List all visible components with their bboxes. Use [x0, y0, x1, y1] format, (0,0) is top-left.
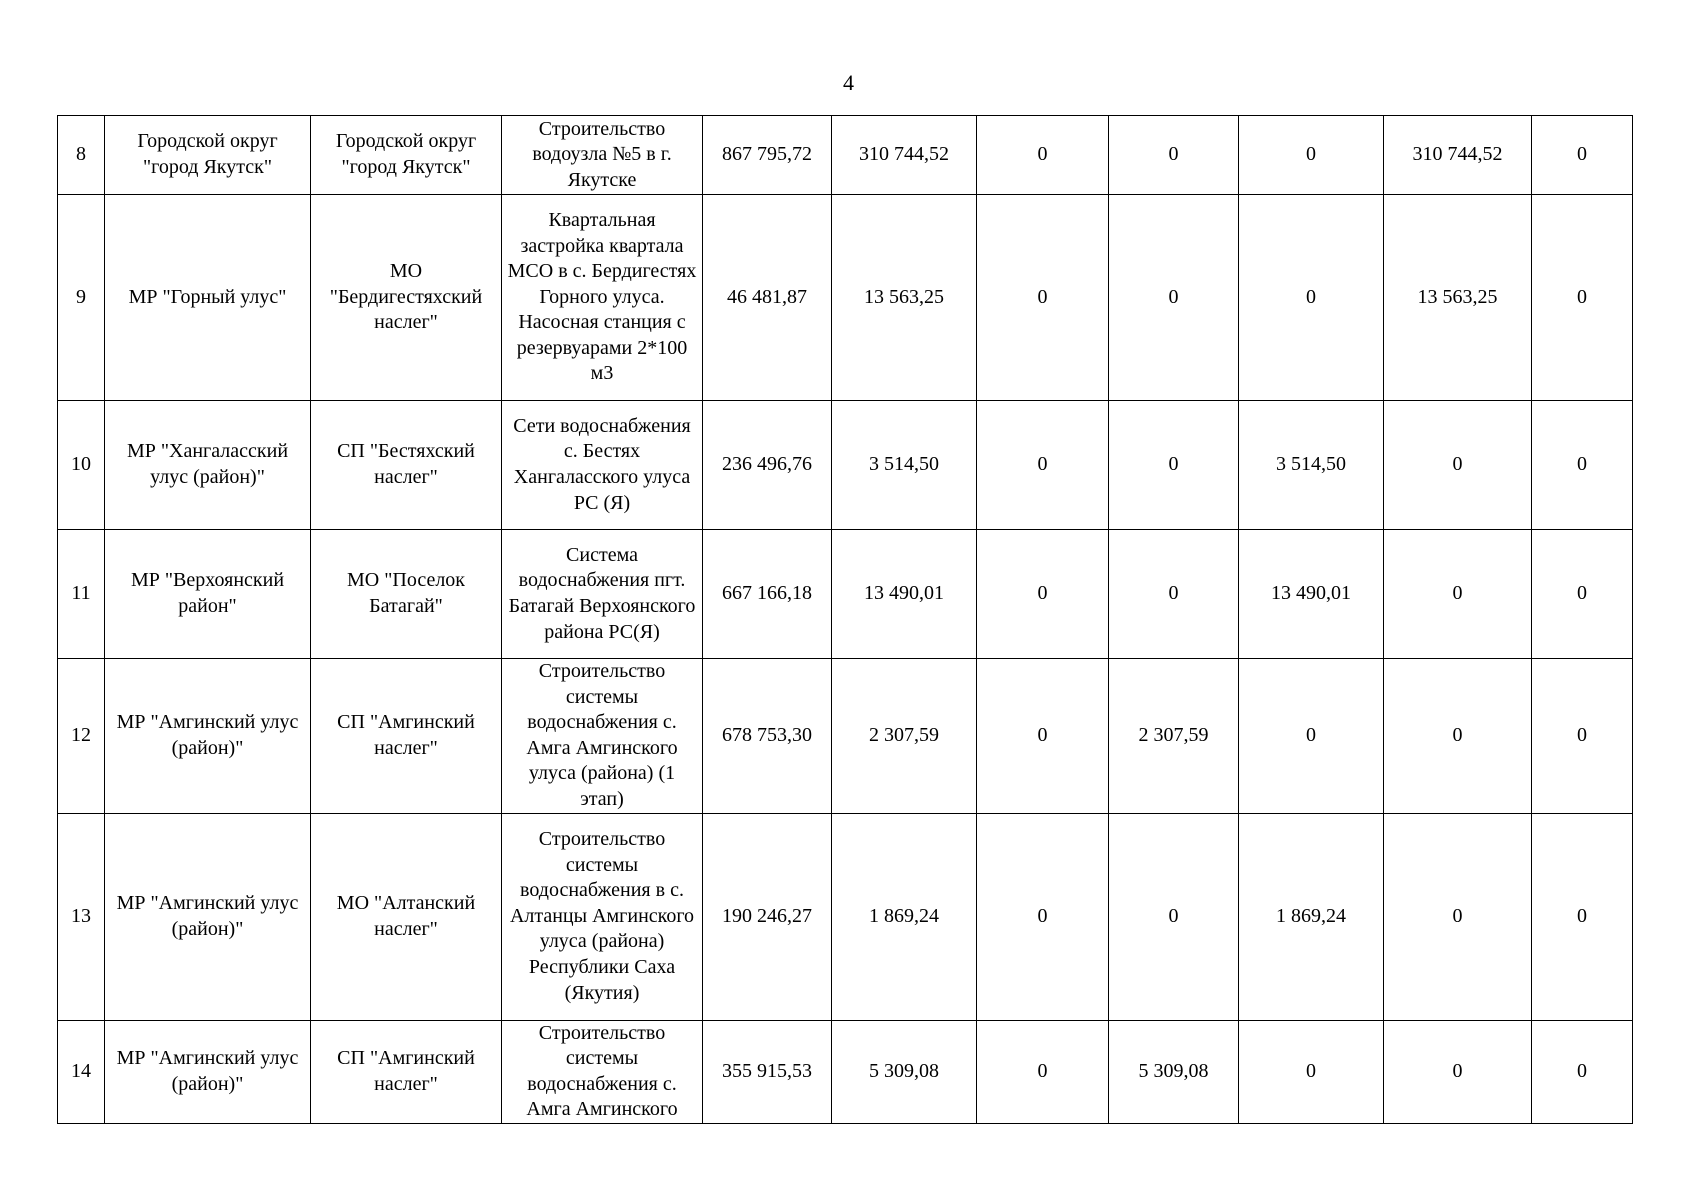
district-cell: МР "Верхоянский район" — [105, 530, 311, 659]
value-cell: 0 — [1532, 813, 1633, 1020]
value-cell: 0 — [1109, 813, 1239, 1020]
value-cell: 0 — [1532, 195, 1633, 401]
table-row — [58, 195, 1633, 401]
district-cell: МР "Амгинский улус (район)" — [105, 659, 311, 814]
value-cell: 0 — [1109, 401, 1239, 530]
value-cell: 0 — [1384, 813, 1532, 1020]
object-cell: Квартальная застройка квартала МСО в с. Бердигестях Горного улуса. Насосная станция с резервуарами 2*100 м3 — [502, 195, 703, 401]
amount-cell: 1 869,24 — [832, 813, 977, 1020]
value-cell: 0 — [977, 659, 1109, 814]
value-cell: 0 — [977, 530, 1109, 659]
value-cell: 0 — [1532, 401, 1633, 530]
page-number: 4 — [843, 70, 854, 95]
value-cell: 310 744,52 — [1384, 116, 1532, 195]
row-number-cell: 9 — [58, 195, 105, 401]
total-cost-cell: 190 246,27 — [703, 813, 832, 1020]
municipality-cell: МО "Поселок Батагай" — [311, 530, 502, 659]
object-cell: Строительство системы водоснабжения с. Амга Амгинского улуса (района) (1 этап) — [502, 659, 703, 814]
value-cell: 0 — [977, 401, 1109, 530]
table-row — [58, 401, 1633, 530]
value-cell: 1 869,24 — [1239, 813, 1384, 1020]
amount-cell: 13 490,01 — [832, 530, 977, 659]
value-cell: 0 — [1532, 116, 1633, 195]
value-cell: 0 — [1109, 530, 1239, 659]
value-cell: 0 — [1239, 1020, 1384, 1123]
table-row — [58, 813, 1633, 1020]
row-number-cell: 10 — [58, 401, 105, 530]
value-cell: 0 — [1239, 659, 1384, 814]
value-cell: 0 — [1532, 1020, 1633, 1123]
value-cell: 13 490,01 — [1239, 530, 1384, 659]
table-row — [58, 530, 1633, 659]
amount-cell: 5 309,08 — [832, 1020, 977, 1123]
municipality-cell: МО "Алтанский наслег" — [311, 813, 502, 1020]
value-cell: 3 514,50 — [1239, 401, 1384, 530]
value-cell: 0 — [1109, 195, 1239, 401]
amount-cell: 2 307,59 — [832, 659, 977, 814]
row-number-cell: 8 — [58, 116, 105, 195]
value-cell: 0 — [1384, 1020, 1532, 1123]
total-cost-cell: 867 795,72 — [703, 116, 832, 195]
row-number-cell: 12 — [58, 659, 105, 814]
total-cost-cell: 355 915,53 — [703, 1020, 832, 1123]
object-cell: Сети водоснабжения с. Бестях Хангаласского улуса РС (Я) — [502, 401, 703, 530]
municipality-cell: СП "Бестяхский наслег" — [311, 401, 502, 530]
object-cell: Строительство водоузла №5 в г. Якутске — [502, 116, 703, 195]
value-cell: 0 — [1239, 195, 1384, 401]
value-cell: 0 — [1239, 116, 1384, 195]
object-cell: Система водоснабжения пгт. Батагай Верхоянского района РС(Я) — [502, 530, 703, 659]
table-row — [58, 116, 1633, 195]
total-cost-cell: 46 481,87 — [703, 195, 832, 401]
value-cell: 13 563,25 — [1384, 195, 1532, 401]
total-cost-cell: 667 166,18 — [703, 530, 832, 659]
value-cell: 0 — [1532, 530, 1633, 659]
data-table — [57, 115, 1633, 1124]
district-cell: МР "Амгинский улус (район)" — [105, 813, 311, 1020]
row-number-cell: 11 — [58, 530, 105, 659]
value-cell: 0 — [1109, 116, 1239, 195]
value-cell: 0 — [977, 116, 1109, 195]
value-cell: 5 309,08 — [1109, 1020, 1239, 1123]
district-cell: МР "Хангаласский улус (район)" — [105, 401, 311, 530]
table-row — [58, 1020, 1633, 1123]
row-number-cell: 13 — [58, 813, 105, 1020]
value-cell: 2 307,59 — [1109, 659, 1239, 814]
value-cell: 0 — [977, 1020, 1109, 1123]
table-row — [58, 659, 1633, 814]
municipality-cell: Городской округ "город Якутск" — [311, 116, 502, 195]
amount-cell: 3 514,50 — [832, 401, 977, 530]
value-cell: 0 — [1384, 401, 1532, 530]
district-cell: Городской округ "город Якутск" — [105, 116, 311, 195]
municipality-cell: СП "Амгинский наслег" — [311, 1020, 502, 1123]
value-cell: 0 — [977, 195, 1109, 401]
value-cell: 0 — [1384, 659, 1532, 814]
amount-cell: 13 563,25 — [832, 195, 977, 401]
district-cell: МР "Амгинский улус (район)" — [105, 1020, 311, 1123]
amount-cell: 310 744,52 — [832, 116, 977, 195]
value-cell: 0 — [1532, 659, 1633, 814]
value-cell: 0 — [977, 813, 1109, 1020]
object-cell: Строительство системы водоснабжения с. Амга Амгинского — [502, 1020, 703, 1123]
value-cell: 0 — [1384, 530, 1532, 659]
object-cell: Строительство системы водоснабжения в с. Алтанцы Амгинского улуса (района) Республики Саха (Якутия) — [502, 813, 703, 1020]
total-cost-cell: 678 753,30 — [703, 659, 832, 814]
district-cell: МР "Горный улус" — [105, 195, 311, 401]
municipality-cell: СП "Амгинский наслег" — [311, 659, 502, 814]
total-cost-cell: 236 496,76 — [703, 401, 832, 530]
municipality-cell: МО "Бердигестяхский наслег" — [311, 195, 502, 401]
row-number-cell: 14 — [58, 1020, 105, 1123]
